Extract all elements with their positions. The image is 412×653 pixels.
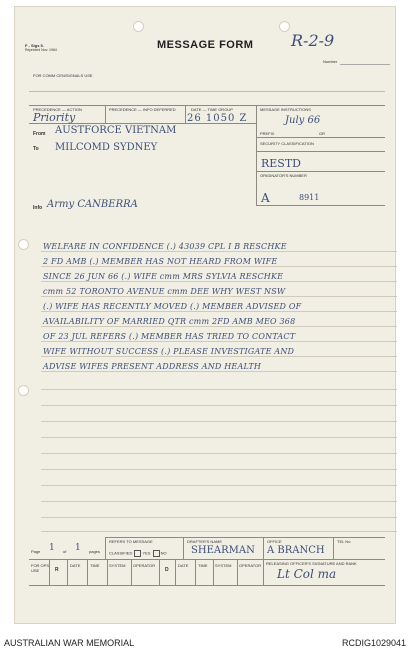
grid-line	[29, 559, 385, 560]
divider	[29, 91, 385, 92]
drafters-name-value: SHEARMAN	[191, 545, 255, 556]
office-value: A BRANCH	[267, 545, 325, 556]
message-line: OF 23 JUL REFERS (.) MEMBER HAS TRIED TO CONTACT	[43, 332, 296, 341]
d-label: D	[165, 567, 169, 573]
classified-label: CLASSIFIED	[109, 550, 133, 556]
dtg-label: DATE — TIME GROUP	[191, 107, 233, 112]
grid-line	[333, 537, 334, 559]
precedence-action-label: PRECEDENCE — ACTION	[33, 107, 82, 112]
message-line: 2 FD AMB (.) MEMBER HAS NOT HEARD FROM WIFE	[43, 257, 278, 266]
col-operator: OPERATOR	[239, 563, 262, 568]
refers-to-message-label: REFERS TO MESSAGE	[109, 539, 153, 544]
no-label: NO	[160, 550, 167, 556]
grid-line	[213, 559, 214, 585]
grid-line	[263, 559, 264, 585]
message-instructions-value: July 66	[285, 115, 321, 126]
page-label: Page	[31, 549, 41, 554]
to-value: MILCOMD SYDNEY	[55, 142, 158, 153]
releasing-officer-signature: Lt Col ma	[277, 567, 337, 581]
originators-number-value: A	[261, 191, 270, 205]
grid-line	[49, 559, 50, 585]
dtg-value: 26 1050 Z	[187, 113, 248, 124]
punch-hole	[279, 21, 290, 32]
col-date: DATE	[70, 563, 81, 568]
col-operator: OPERATOR	[133, 563, 156, 568]
comm-cen-label: FOR COMM CEN/SIGNALS USE	[33, 73, 93, 78]
security-classification-label: SECURITY CLASSIFICATION	[260, 141, 314, 146]
message-form-sheet	[14, 6, 396, 624]
to-label: To	[33, 146, 39, 152]
col-time: TIME	[198, 563, 208, 568]
col-date: DATE	[178, 563, 189, 568]
grid-line	[263, 537, 264, 559]
pages-label: pages	[89, 549, 100, 554]
grid-line	[107, 559, 108, 585]
security-classification-value: RESTD	[261, 157, 302, 170]
grid-line	[185, 105, 186, 123]
message-instructions-label: MESSAGE INSTRUCTIONS	[260, 107, 311, 112]
grid-line	[256, 137, 385, 138]
grid-line	[183, 537, 184, 559]
grid-line	[237, 559, 238, 585]
yes-label: YES	[142, 550, 151, 556]
col-system: SYSTEM	[215, 563, 232, 568]
form-edition: Reprinted Nov. 1964	[25, 48, 57, 52]
message-line: WELFARE IN CONFIDENCE (.) 43039 CPL I B RESCHKE	[43, 242, 287, 251]
grid-line	[131, 559, 132, 585]
info-label: Info	[33, 205, 43, 211]
grid-line	[256, 205, 385, 206]
grid-line	[256, 171, 385, 172]
grid-line	[175, 559, 176, 585]
number-label: Number	[323, 59, 338, 64]
originators-number-label: ORIGINATOR'S NUMBER	[260, 173, 307, 178]
punch-hole	[18, 385, 29, 396]
col-system: SYSTEM	[109, 563, 126, 568]
punch-hole	[18, 239, 29, 250]
grid-line	[29, 585, 385, 586]
message-line: (.) WIFE HAS RECENTLY MOVED (.) MEMBER ADVISED OF	[43, 302, 302, 311]
file-reference: R-2-9	[291, 31, 335, 50]
message-line: WIFE WITHOUT SUCCESS (.) PLEASE INVESTIGATE AND	[43, 347, 295, 356]
prefix-label: PREFIX	[260, 131, 275, 136]
tel-label: TEL No	[337, 539, 351, 544]
punch-hole	[133, 21, 144, 32]
precedence-value: Priority	[33, 111, 76, 124]
footer-credit: AUSTRALIAN WAR MEMORIAL	[4, 638, 135, 648]
ops-use-label: FOR OPS USE	[31, 563, 50, 573]
grid-line	[195, 559, 196, 585]
message-line: ADVISE WIFES PRESENT ADDRESS AND HEALTH	[43, 362, 262, 371]
gr-label: GR	[319, 131, 325, 136]
footer-record-id: RCDIG1029041	[341, 638, 406, 648]
r-label: R	[55, 567, 59, 573]
grid-line	[256, 151, 385, 152]
grid-line	[29, 105, 385, 106]
from-value: AUSTFORCE VIETNAM	[55, 125, 177, 136]
classified-row	[109, 550, 167, 557]
number-line	[340, 64, 390, 65]
from-label: From	[33, 131, 46, 137]
classified-yes-checkbox[interactable]	[134, 550, 141, 557]
message-line: cmm 52 TORONTO AVENUE cmm DEE WHY WEST NSW	[43, 287, 286, 296]
classified-no-checkbox[interactable]	[153, 550, 160, 557]
grid-line	[87, 559, 88, 585]
grid-line	[105, 105, 106, 123]
drafters-name-label: DRAFTER'S NAME	[187, 539, 222, 544]
precedence-info-label: PRECEDENCE — INFO DEFERRED	[109, 107, 176, 112]
message-line: SINCE 26 JUN 66 (.) WIFE cmm MRS SYLVIA RESCHKE	[43, 272, 284, 281]
form-code: F - Sigs 5.	[25, 43, 44, 48]
grid-line	[105, 537, 385, 538]
originators-number-suffix: 8911	[299, 193, 320, 202]
office-label: OFFICE	[267, 539, 282, 544]
info-value: Army CANBERRA	[47, 199, 138, 210]
page-of: of	[63, 549, 67, 554]
grid-line	[67, 559, 68, 585]
page-number: 1	[49, 543, 55, 553]
grid-line	[256, 105, 257, 205]
grid-line	[159, 559, 160, 585]
page-total: 1	[75, 543, 81, 553]
releasing-officer-label: RELEASING OFFICER'S SIGNATURE AND RANK	[266, 561, 357, 566]
col-time: TIME	[90, 563, 100, 568]
message-line: AVAILABILITY OF MARRIED QTR cmm 2FD AMB MEO 368	[43, 317, 296, 326]
form-title: MESSAGE FORM	[157, 39, 254, 51]
grid-line	[105, 537, 106, 559]
